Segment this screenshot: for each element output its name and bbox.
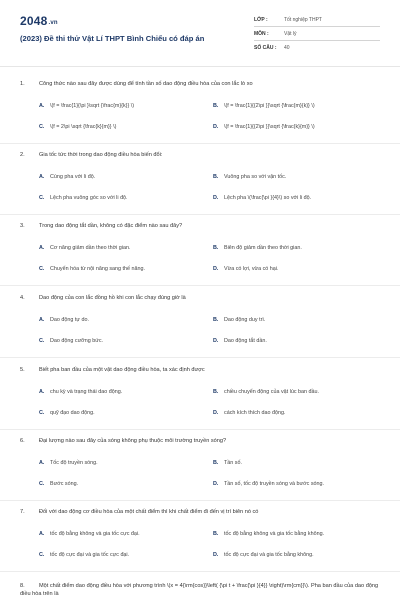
option-a[interactable] <box>39 388 122 396</box>
question-stem <box>20 294 385 302</box>
option-text: Lệch pha \(\frac{\pi }{4}\) so với li độ. <box>224 195 312 201</box>
option-letter: A. <box>39 389 45 395</box>
option-letter: C. <box>39 552 45 558</box>
question-divider <box>0 500 400 501</box>
question-text: Đối với dao động cơ điều hòa của một chất điểm thì khi chất điểm đi đến vị trí biên nó có <box>39 509 259 515</box>
option-d[interactable] <box>213 265 279 273</box>
option-text: Chuyển hóa từ nội năng sang thế năng. <box>50 266 146 272</box>
option-a[interactable] <box>39 530 140 538</box>
info-label: MÔN : <box>254 31 269 37</box>
option-text: chu kỳ và trạng thái dao động. <box>50 389 123 395</box>
option-text: Cùng pha với li độ. <box>50 174 96 180</box>
option-text: Tần số, tốc độ truyền sóng và bước sóng. <box>224 481 325 487</box>
info-class-row <box>254 14 380 27</box>
option-text: \(f = 2\pi \sqrt {\frac{k}{m}} \) <box>50 124 117 130</box>
question-stem <box>20 222 385 230</box>
option-letter: C. <box>39 266 45 272</box>
question-number: 7. <box>20 509 25 515</box>
info-value: Vật lý <box>284 31 297 37</box>
option-letter: A. <box>39 174 45 180</box>
option-letter: B. <box>213 389 219 395</box>
option-c[interactable] <box>39 480 78 488</box>
option-letter: A. <box>39 103 45 109</box>
option-letter: A. <box>39 531 45 537</box>
option-text: Biên độ giảm dần theo thời gian. <box>224 245 302 251</box>
option-a[interactable] <box>39 459 98 467</box>
option-letter: B. <box>213 531 219 537</box>
option-text: Dao động cưỡng bức. <box>50 338 104 344</box>
option-c[interactable] <box>39 409 95 417</box>
option-text: Lệch pha vuông góc so với li độ. <box>50 195 128 201</box>
question-divider <box>0 571 400 572</box>
option-c[interactable] <box>39 194 128 202</box>
question-stem <box>20 508 385 516</box>
question-stem <box>20 437 385 445</box>
option-text: \(f = \frac{1}{{2\pi }}\sqrt {\frac{m}{k}} \) <box>224 103 315 109</box>
question-stem <box>20 366 385 374</box>
exam-title: (2023) Đề thi thử Vật Lí THPT Bình Chiểu có đáp án <box>20 34 205 43</box>
option-letter: D. <box>213 266 219 272</box>
option-d[interactable] <box>213 123 315 131</box>
option-letter: D. <box>213 124 219 130</box>
option-text: Tần số. <box>224 460 242 466</box>
option-letter: D. <box>213 338 219 344</box>
option-text: tốc độ cực đại và gia tốc cực đại. <box>50 552 130 558</box>
option-c[interactable] <box>39 551 129 559</box>
question-stem <box>20 151 385 159</box>
question-text: Trong dao động tắt dần, không có đặc điểm nào sau đây? <box>39 223 183 229</box>
option-letter: C. <box>39 124 45 130</box>
option-b[interactable] <box>213 388 319 396</box>
option-text: Tốc độ truyền sóng. <box>50 460 98 466</box>
option-text: Vừa có lợi, vừa có hại. <box>224 266 279 272</box>
question-divider <box>0 429 400 430</box>
option-d[interactable] <box>213 194 311 202</box>
option-text: tốc độ bằng không và gia tốc bằng không. <box>224 531 325 537</box>
option-letter: A. <box>39 317 45 323</box>
option-d[interactable] <box>213 409 285 417</box>
option-text: tốc độ cực đại và gia tốc bằng không. <box>224 552 314 558</box>
question-text: Gia tốc tức thời trong dao động điều hòa biến đổi: <box>39 152 163 158</box>
option-b[interactable] <box>213 530 324 538</box>
option-text: \(f = \frac{1}{\pi }\sqrt {\frac{m}{k}} \) <box>50 103 135 109</box>
exam-header <box>0 0 400 62</box>
option-b[interactable] <box>213 102 315 110</box>
option-text: Bước sóng. <box>50 481 79 487</box>
question-number: 4. <box>20 295 25 301</box>
option-letter: D. <box>213 552 219 558</box>
question-divider <box>0 357 400 358</box>
option-text: Dao động duy trì. <box>224 317 266 323</box>
option-letter: A. <box>39 245 45 251</box>
option-d[interactable] <box>213 337 267 345</box>
option-letter: A. <box>39 460 45 466</box>
logo-main: 2048 <box>20 14 48 28</box>
option-text: \(f = \frac{1}{{2\pi }}\sqrt {\frac{k}{m}} \) <box>224 124 315 130</box>
option-letter: B. <box>213 317 219 323</box>
option-a[interactable] <box>39 316 89 324</box>
option-letter: D. <box>213 410 219 416</box>
option-b[interactable] <box>213 173 286 181</box>
option-text: chiều chuyển động của vật lúc ban đầu. <box>224 389 320 395</box>
option-c[interactable] <box>39 265 145 273</box>
option-b[interactable] <box>213 244 302 252</box>
option-d[interactable] <box>213 551 314 559</box>
option-b[interactable] <box>213 316 265 324</box>
option-text: Dao động tắt dần. <box>224 338 267 344</box>
header-divider <box>0 66 400 67</box>
option-d[interactable] <box>213 480 324 488</box>
option-letter: D. <box>213 195 219 201</box>
option-letter: D. <box>213 481 219 487</box>
question-text: Biết pha ban đầu của một vật dao động điều hòa, ta xác định được <box>39 367 205 373</box>
option-letter: C. <box>39 481 45 487</box>
option-text: tốc độ bằng không và gia tốc cực đại. <box>50 531 140 537</box>
question-number: 3. <box>20 223 25 229</box>
site-logo[interactable] <box>20 14 58 28</box>
question-divider <box>0 285 400 286</box>
option-a[interactable] <box>39 173 95 181</box>
info-value: Tốt nghiệp THPT <box>284 17 322 23</box>
question-number: 2. <box>20 152 25 158</box>
option-text: cách kích thích dao động. <box>224 410 286 416</box>
question-number: 8. <box>20 583 25 589</box>
info-label: LỚP : <box>254 17 268 23</box>
option-letter: C. <box>39 195 45 201</box>
question-number: 1. <box>20 81 25 87</box>
option-text: Vuông pha so với vận tốc. <box>224 174 287 180</box>
option-b[interactable] <box>213 459 242 467</box>
option-letter: B. <box>213 103 219 109</box>
option-c[interactable] <box>39 123 116 131</box>
info-value: 40 <box>284 45 290 51</box>
question-text: Dao động của con lắc đồng hồ khi con lắc chạy đúng giờ là <box>39 295 186 301</box>
option-a[interactable] <box>39 244 131 252</box>
question-number: 5. <box>20 367 25 373</box>
option-text: quỹ đạo dao động. <box>50 410 95 416</box>
question-text: Một chất điểm dao động điều hòa với phương trình \(x = 4{\rm{cos}}\left( {\pi t + \frac{\pi }{4}} \right)\rm{cm}}\). Pha ban đầu của dao động điều hòa trên là <box>20 583 379 597</box>
question-text: Công thức nào sau đây được dùng để tính tần số dao động điều hòa của con lắc lò xo <box>39 81 253 87</box>
info-label: SỐ CÂU : <box>254 45 277 51</box>
logo-suffix: .vn <box>48 20 58 26</box>
option-letter: C. <box>39 410 45 416</box>
question-stem <box>20 582 385 598</box>
option-letter: C. <box>39 338 45 344</box>
option-letter: B. <box>213 174 219 180</box>
question-divider <box>0 143 400 144</box>
option-c[interactable] <box>39 337 103 345</box>
option-letter: B. <box>213 460 219 466</box>
option-letter: B. <box>213 245 219 251</box>
question-number: 6. <box>20 438 25 444</box>
option-text: Dao động tự do. <box>50 317 89 323</box>
question-text: Đại lượng nào sau đây của sóng không phụ thuộc môi trường truyền sóng? <box>39 438 227 444</box>
info-count-row <box>254 42 380 55</box>
question-stem <box>20 80 385 88</box>
option-text: Cơ năng giảm dần theo thời gian. <box>50 245 131 251</box>
info-subject-row <box>254 28 380 41</box>
option-a[interactable] <box>39 102 134 110</box>
question-divider <box>0 214 400 215</box>
